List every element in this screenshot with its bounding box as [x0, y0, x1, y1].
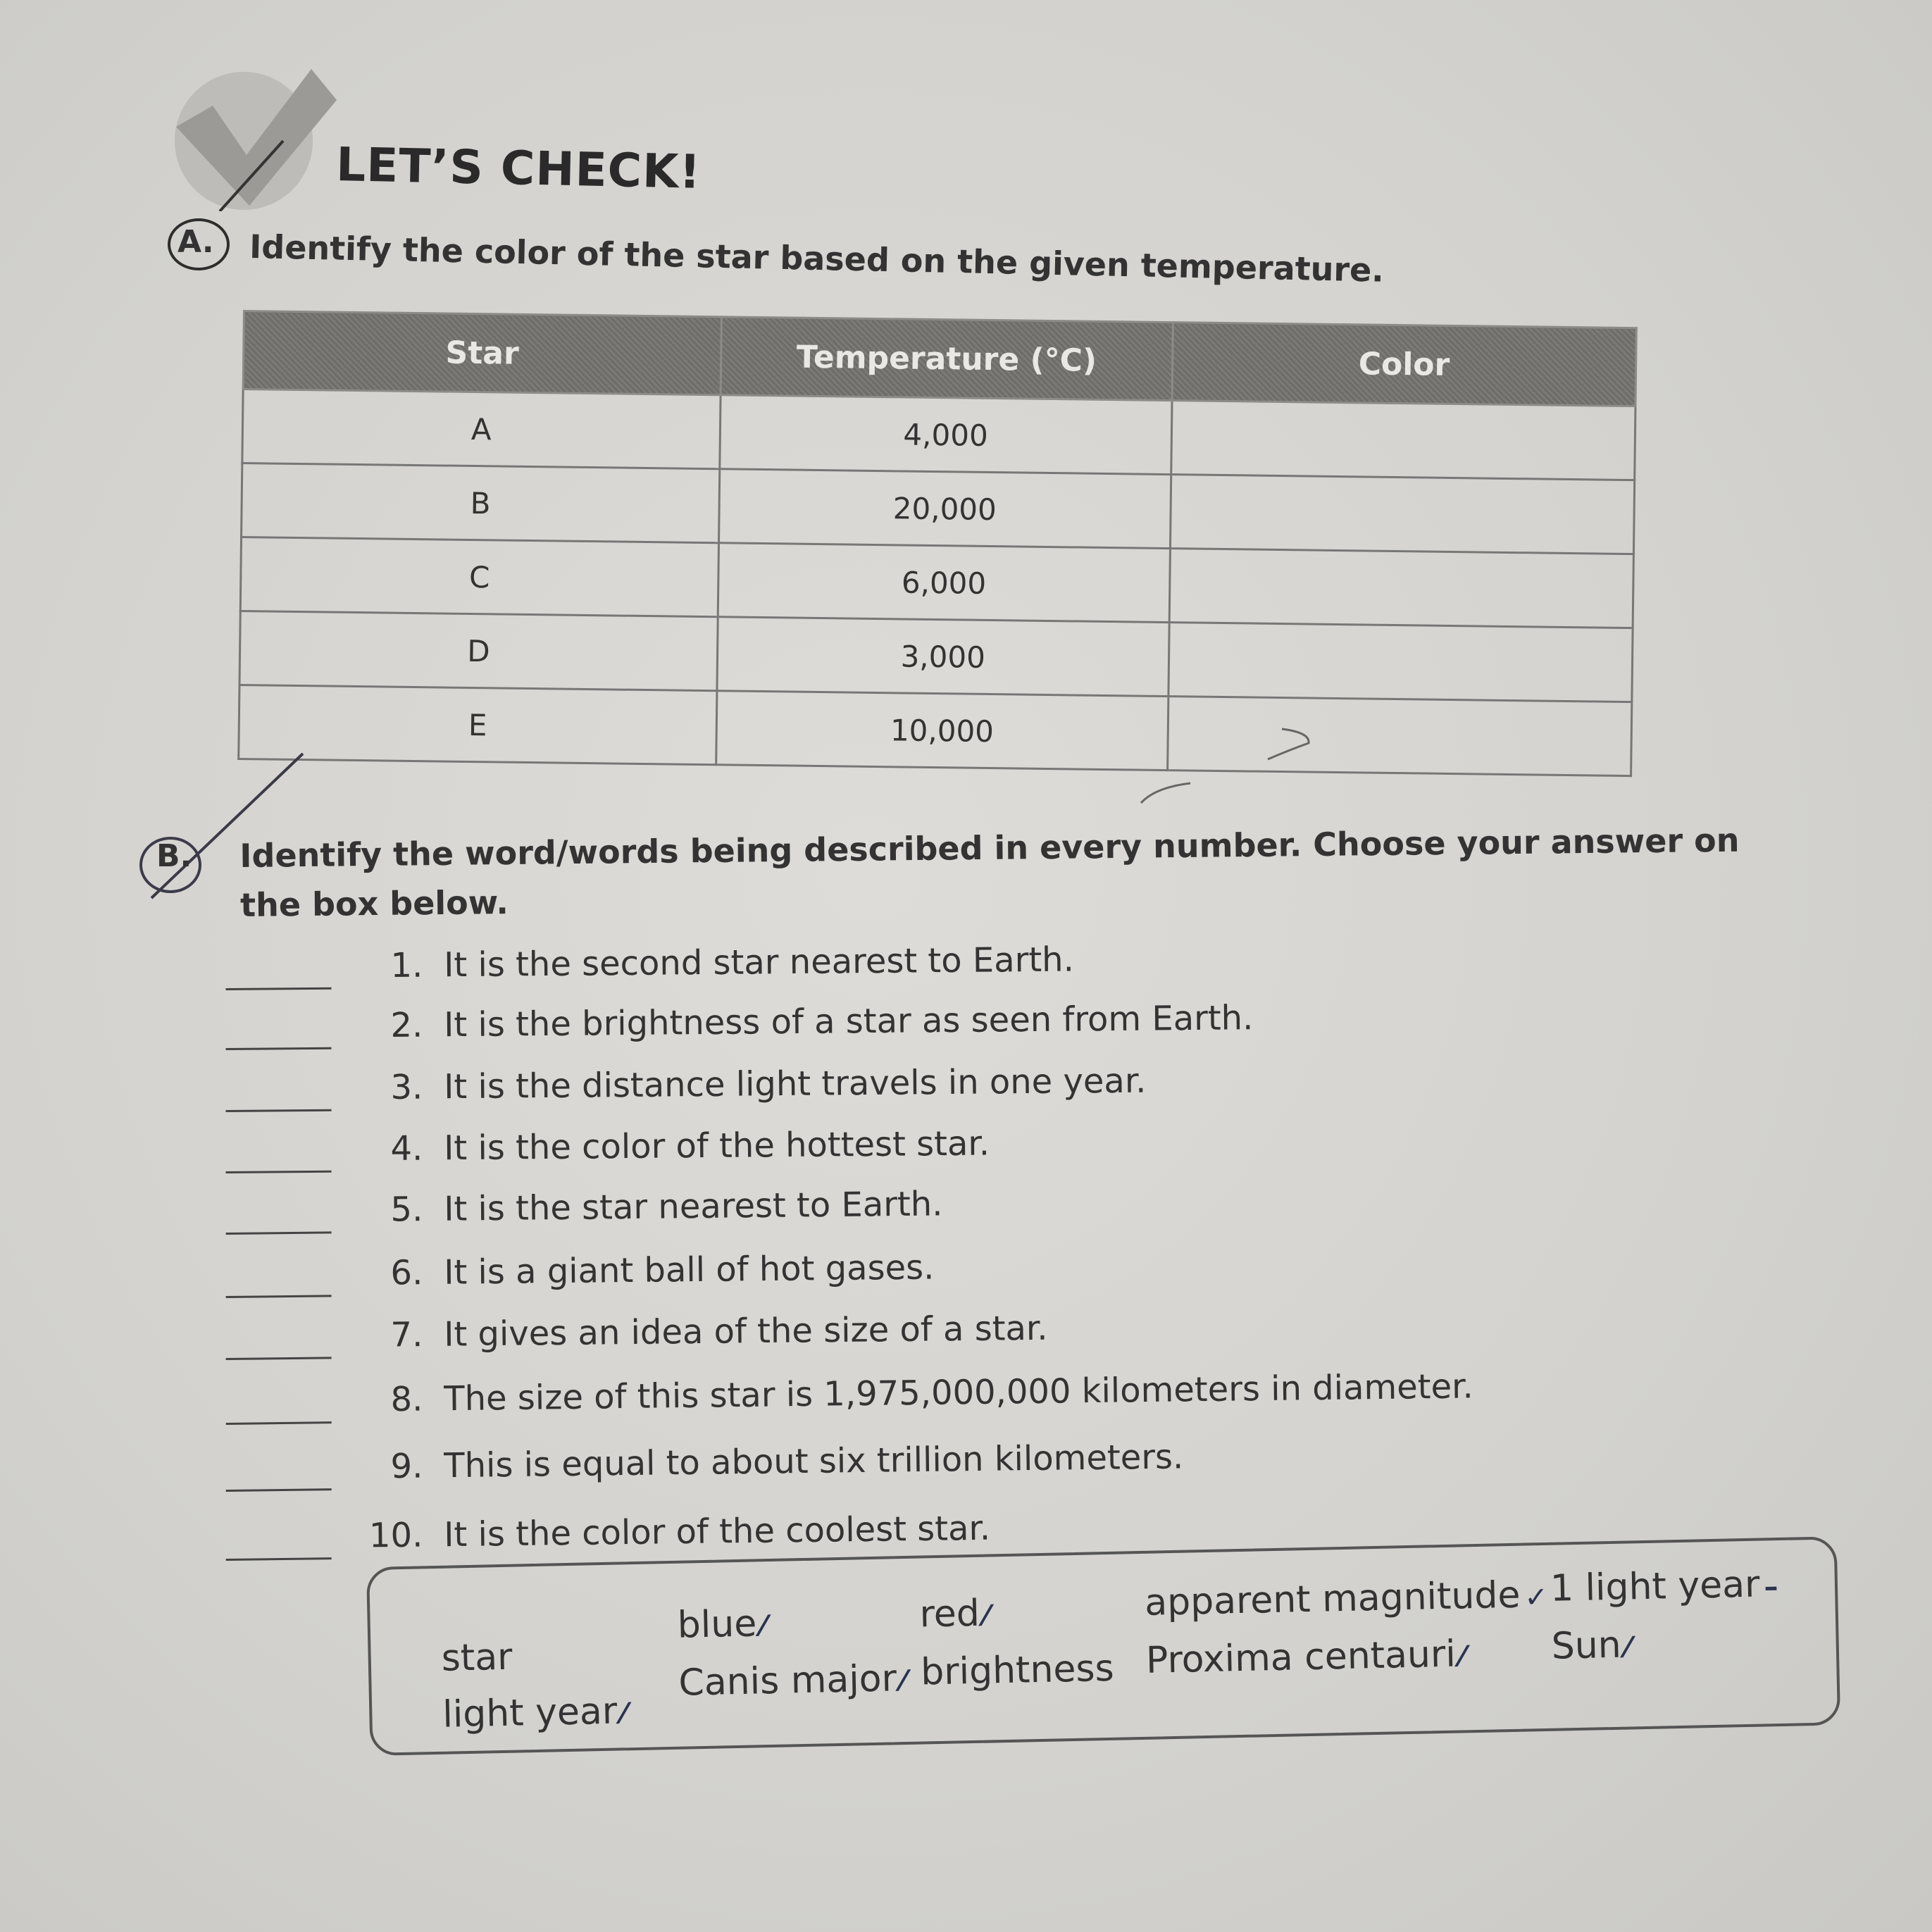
question-item: [225, 1057, 1564, 1126]
word-bank-item: blue ⁄: [677, 1602, 766, 1647]
question-text: This is equal to about six trillion kilometers.: [443, 1437, 1184, 1486]
word-bank-item: Sun ⁄: [1551, 1623, 1631, 1668]
word-bank-item: apparent magnitude ✓: [1144, 1573, 1549, 1624]
temperature-cell: 6,000: [718, 543, 1170, 623]
temperature-cell: 4,000: [720, 395, 1172, 475]
question-text: It is the color of the coolest star.: [443, 1508, 991, 1555]
question-number: 9.: [390, 1446, 423, 1487]
question-item: [225, 935, 1564, 1004]
question-text: It is the brightness of a star as seen from Earth.: [443, 998, 1254, 1045]
pen-tick-mark: ⁄: [1625, 1631, 1631, 1664]
answer-blank[interactable]: [226, 1231, 332, 1235]
word-bank-item: red ⁄: [918, 1592, 990, 1636]
pen-tick-mark: ⁄: [983, 1600, 990, 1633]
word-bank-item: Canis major ⁄: [678, 1657, 906, 1704]
pen-tick-mark: ⁄: [760, 1610, 766, 1643]
star-cell: A: [242, 389, 721, 469]
word-bank-item: star: [441, 1635, 513, 1680]
question-item: [225, 995, 1564, 1064]
temperature-cell: 10,000: [716, 691, 1168, 771]
question-text: It gives an idea of the size of a star.: [443, 1308, 1048, 1354]
question-number: 1.: [390, 945, 423, 985]
question-text: The size of this star is 1,975,000,000 kilometers in diameter.: [443, 1366, 1473, 1419]
answer-blank[interactable]: [226, 1047, 332, 1050]
pen-tick-mark: ⁄: [900, 1665, 906, 1698]
question-number: 10.: [368, 1515, 423, 1556]
answer-blank[interactable]: [226, 1557, 332, 1561]
section-b-letter: B.: [156, 838, 192, 874]
column-header-star: Star: [243, 311, 721, 395]
answer-blank[interactable]: [226, 1421, 332, 1425]
star-cell: E: [239, 685, 717, 764]
column-header-color: Color: [1172, 323, 1637, 406]
question-number: 3.: [390, 1067, 423, 1107]
word-bank-item: light year ⁄: [442, 1690, 627, 1736]
question-number: 8.: [390, 1379, 423, 1420]
question-number: 4.: [390, 1128, 423, 1168]
star-cell: D: [239, 611, 718, 690]
answer-blank[interactable]: [226, 1109, 332, 1112]
pen-tick-mark: ✓: [1523, 1581, 1549, 1614]
section-b-instruction: Identify the word/words being described in every number. Choose your answer on the box below.: [239, 821, 1740, 924]
question-number: 5.: [390, 1190, 423, 1230]
answer-blank[interactable]: [226, 1488, 332, 1492]
question-text: It is the color of the hottest star.: [443, 1123, 990, 1168]
word-bank-item: 1 light year –: [1550, 1563, 1778, 1610]
answer-blank[interactable]: [226, 1357, 332, 1360]
word-bank-item: Proxima centauri ⁄: [1145, 1633, 1465, 1682]
section-a-letter: A.: [177, 224, 214, 260]
column-header-temperature: Temperature (°C): [721, 317, 1173, 401]
word-bank-item: brightness: [920, 1647, 1115, 1694]
question-item: [225, 1118, 1564, 1187]
answer-blank[interactable]: [226, 987, 332, 990]
answer-blank[interactable]: [226, 1171, 332, 1173]
star-cell: B: [242, 463, 720, 543]
question-number: 6.: [390, 1253, 423, 1293]
answer-blank[interactable]: [226, 1295, 332, 1298]
word-bank-box: [366, 1536, 1840, 1756]
temperature-cell: 3,000: [717, 617, 1169, 697]
pen-tick-mark: ⁄: [621, 1697, 627, 1731]
question-text: It is the star nearest to Earth.: [443, 1184, 943, 1229]
question-number: 2.: [390, 1005, 423, 1045]
question-text: It is the distance light travels in one year.: [443, 1061, 1147, 1107]
question-text: It is the second star nearest to Earth.: [443, 940, 1075, 985]
pen-tick-mark: –: [1763, 1571, 1778, 1604]
pen-tick-mark: ⁄: [1459, 1640, 1465, 1674]
question-number: 7.: [390, 1315, 423, 1355]
star-cell: C: [240, 537, 718, 616]
question-text: It is a giant ball of hot gases.: [443, 1247, 935, 1292]
section-a-instruction: Identify the color of the star based on the given temperature.: [249, 227, 1385, 289]
page-title: LET’S CHECK!: [335, 137, 702, 199]
temperature-cell: 20,000: [718, 469, 1171, 549]
